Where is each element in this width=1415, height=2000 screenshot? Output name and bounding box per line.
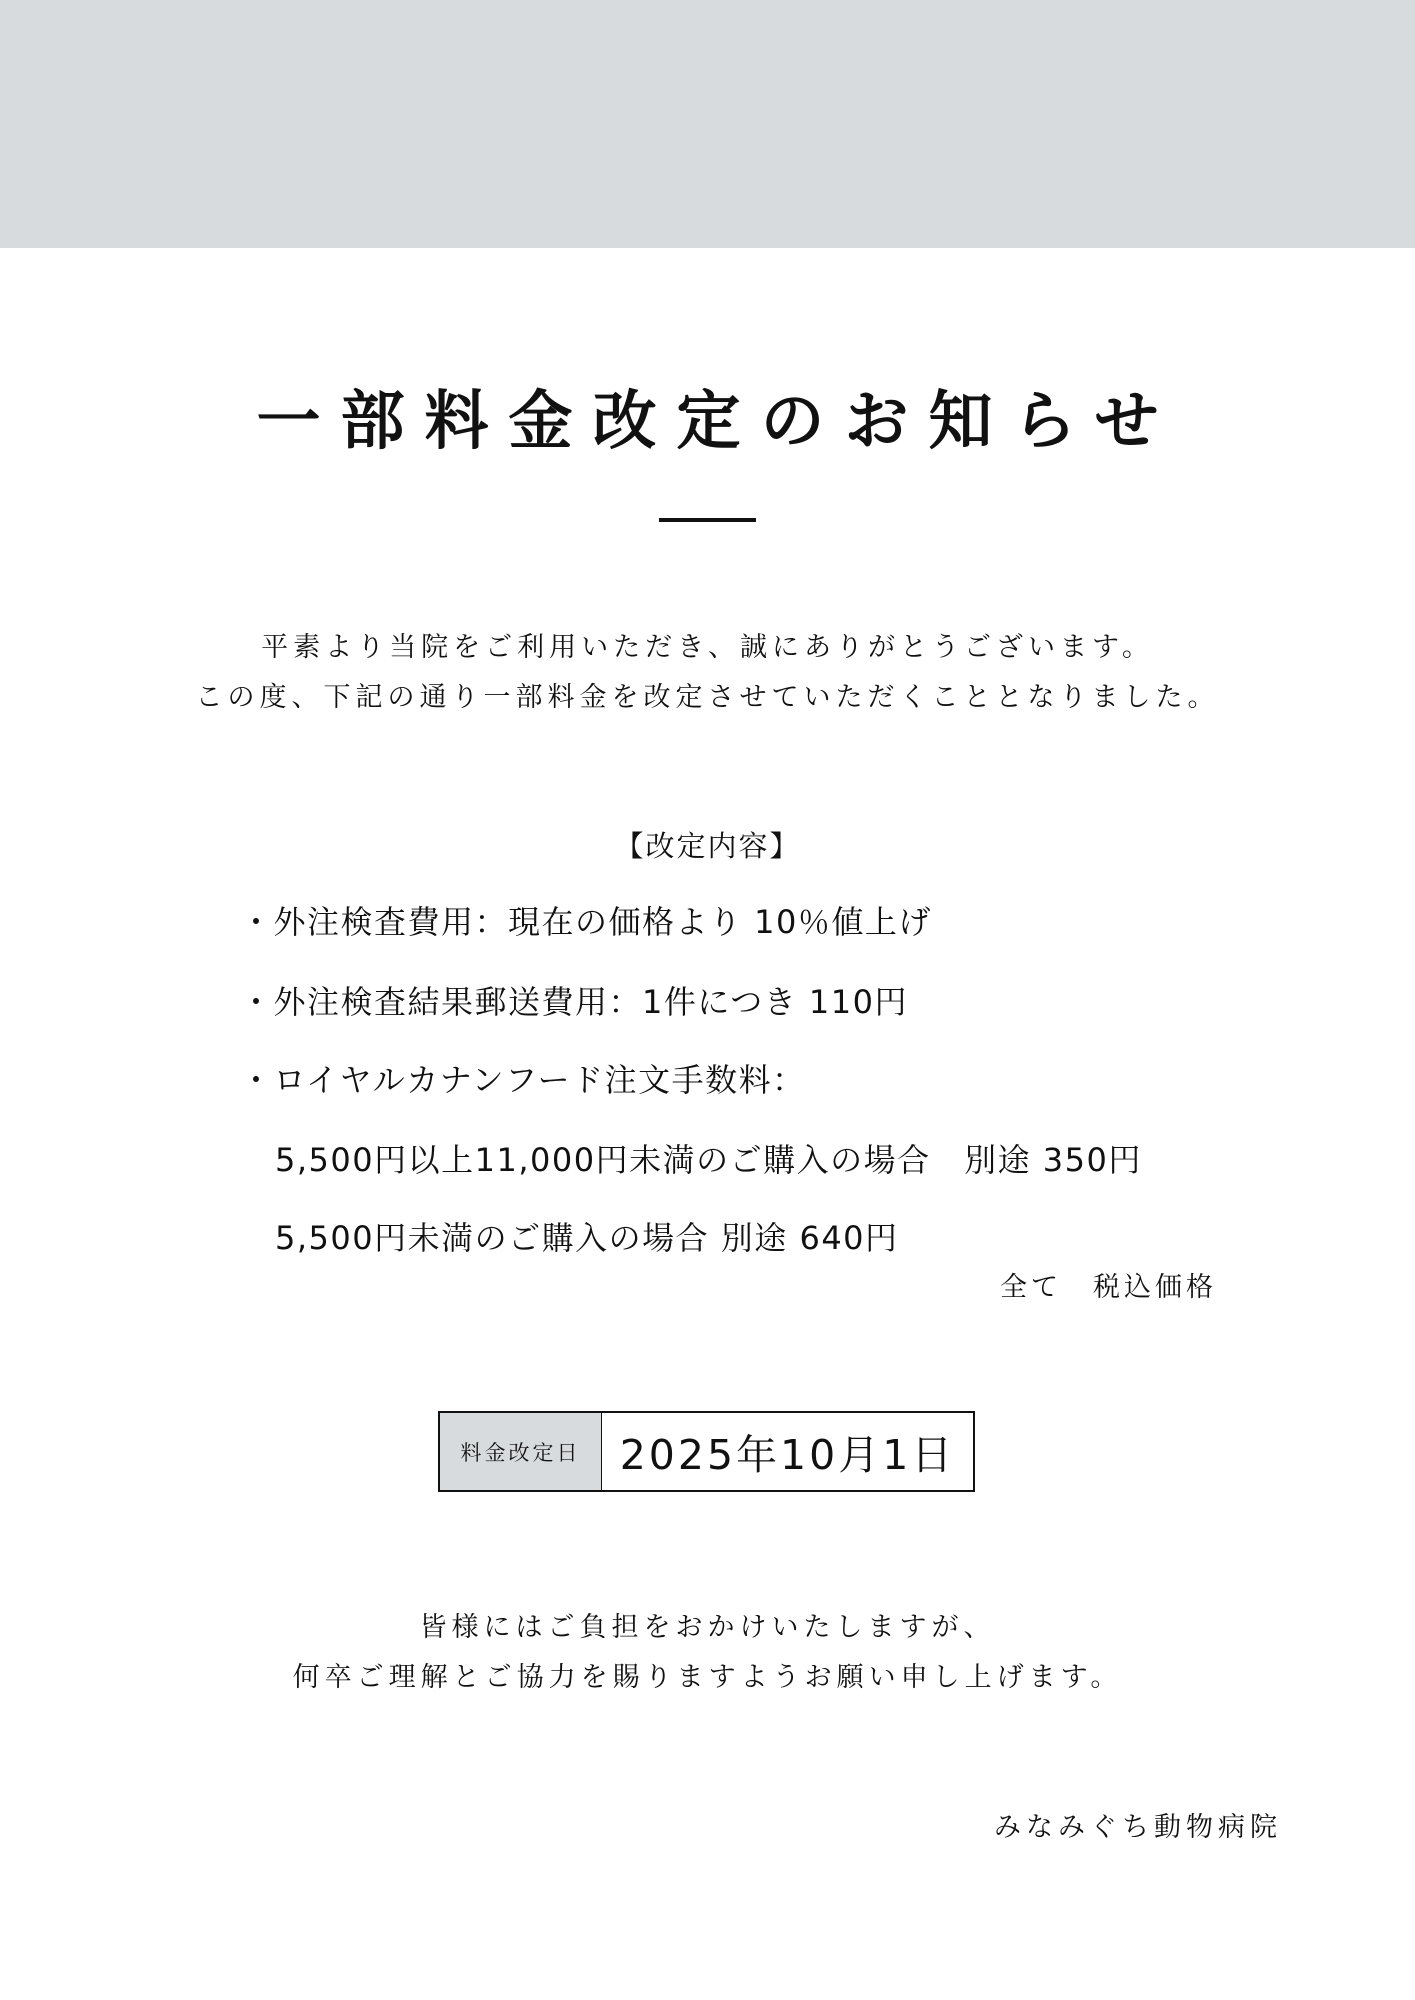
effective-date-box [438,1411,975,1492]
revision-item-result-postage: ・外注検査結果郵送費用：1件につき 110円 [240,983,908,1021]
effective-date-label: 料金改定日 [440,1413,602,1490]
intro-line-1: 平素より当院をご利用いただき、誠にありがとうございます。 [261,632,1154,663]
closing-line-1: 皆様にはご負担をおかけいたしますが、 [419,1612,996,1643]
title-divider [659,518,756,522]
effective-date-value: 2025年10月1日 [619,1431,956,1479]
revision-subitem-mid-tier: 5,500円以上11,000円未満のご購入の場合 別途 350円 [275,1141,1142,1179]
header-band [0,0,1415,248]
closing-line-2: 何卒ご理解とご協力を賜りますようお願い申し上げます。 [292,1662,1123,1693]
revision-subitem-low-tier: 5,500円未満のご購入の場合 別途 640円 [275,1219,899,1257]
revision-heading: 【改定内容】 [614,829,801,863]
tax-note: 全て 税込価格 [1000,1272,1217,1303]
page-title: 一部料金改定のお知らせ [256,385,1179,459]
revision-item-lab-test-fee: ・外注検査費用：現在の価格より 10％値上げ [240,903,932,941]
clinic-signature: みなみぐち動物病院 [994,1812,1282,1843]
intro-line-2: この度、下記の通り一部料金を改定させていただくこととなりました。 [195,682,1220,713]
revision-item-food-order-fee: ・ロイヤルカナンフード注文手数料： [240,1061,806,1099]
